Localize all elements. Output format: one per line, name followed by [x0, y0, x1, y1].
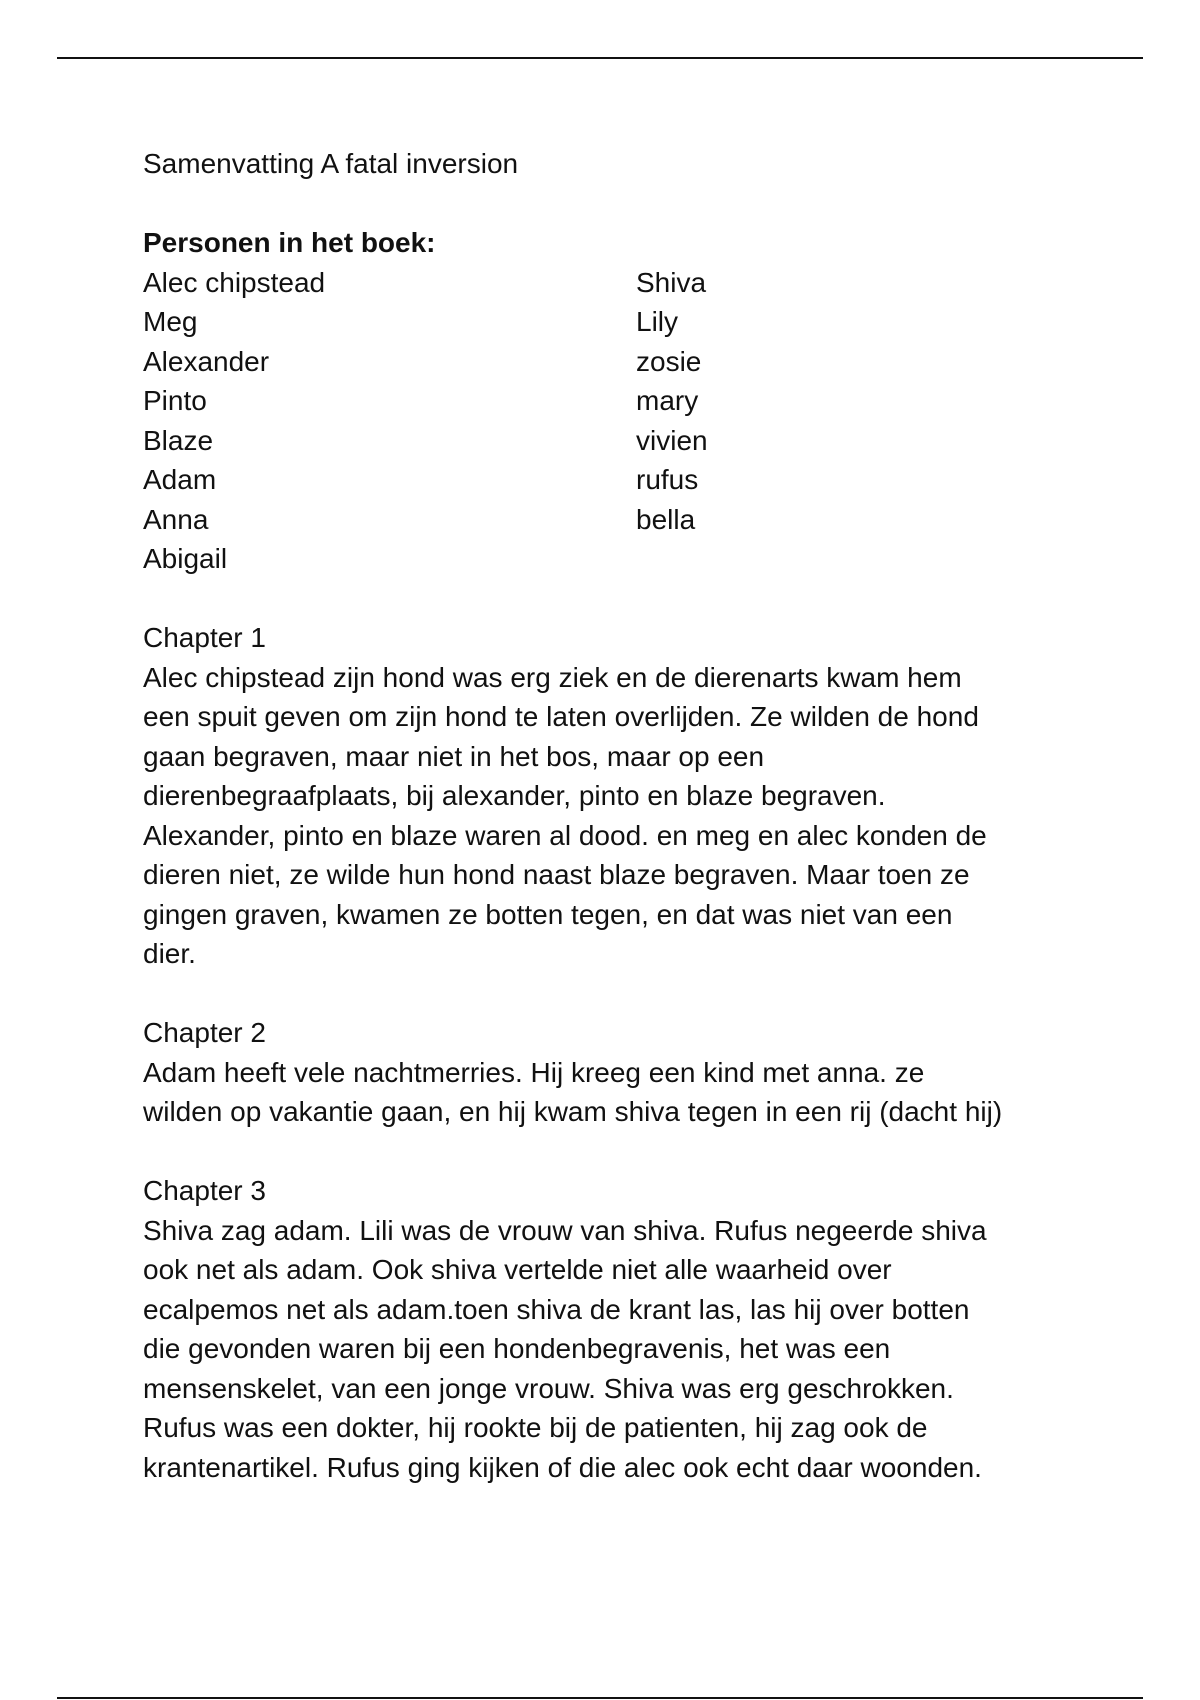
person-name: Pinto — [143, 385, 207, 416]
person-name: Blaze — [143, 424, 214, 456]
person-name: Alexander — [143, 345, 270, 377]
person-name: Alec chipstead — [143, 266, 326, 298]
text-line: dierenbegraafplaats, bij alexander, pinto en blaze begraven. — [143, 780, 886, 811]
text-line: een spuit geven om zijn hond te laten overlijden. Ze wilden de hond — [143, 701, 979, 732]
header-rule — [57, 57, 1143, 59]
person-name: rufus — [636, 464, 699, 495]
text-line: die gevonden waren bij een hondenbegravenis, het was een — [143, 1333, 891, 1364]
chapter-3 — [143, 1171, 1093, 1487]
spacer — [143, 579, 1093, 619]
text-line: Shiva zag adam. Lili was de vrouw van shiva. Rufus negeerde shiva — [143, 1214, 987, 1246]
text-line: Alec chipstead zijn hond was erg ziek en de dierenarts kwam hem — [143, 661, 962, 693]
chapter-title: Chapter 1 — [143, 622, 266, 653]
footer-rule — [57, 1697, 1143, 1699]
persons-list — [143, 263, 1093, 579]
person-name: mary — [636, 385, 699, 416]
text-line: dier. — [143, 938, 196, 969]
document-title: Samenvatting A fatal inversion — [143, 148, 519, 179]
person-name: Meg — [143, 306, 198, 337]
chapter-text — [143, 658, 1078, 974]
text-line: gaan begraven, maar niet in het bos, maar op een — [143, 740, 765, 772]
text-line: wilden op vakantie gaan, en hij kwam shiva tegen in een rij (dacht hij) — [143, 1096, 1003, 1127]
person-name: Abigail — [143, 543, 228, 574]
text-line: gingen graven, kwamen ze botten tegen, en dat was niet van een — [143, 898, 953, 930]
text-line: ecalpemos net als adam.toen shiva de krant las, las hij over botten — [143, 1293, 970, 1325]
person-name: Anna — [143, 503, 209, 535]
document-body — [143, 144, 1093, 1487]
person-name: Adam — [143, 464, 217, 495]
person-name: Lily — [636, 306, 679, 337]
person-name: zosie — [636, 345, 702, 377]
person-name: vivien — [636, 424, 708, 456]
chapter-1 — [143, 618, 1093, 974]
spacer — [143, 974, 1093, 1014]
spacer — [143, 184, 1093, 224]
text-line: krantenartikel. Rufus ging kijken of die alec ook echt daar woonden. — [143, 1451, 982, 1483]
text-line: Alexander, pinto en blaze waren al dood. en meg en alec konden de — [143, 819, 987, 851]
persons-column-left — [143, 263, 636, 579]
persons-heading: Personen in het boek: — [143, 227, 436, 258]
spacer — [143, 1132, 1093, 1172]
text-line: Adam heeft vele nachtmerries. Hij kreeg een kind met anna. ze — [143, 1056, 925, 1088]
text-line: ook net als adam. Ook shiva vertelde niet alle waarheid over — [143, 1254, 892, 1285]
chapter-text — [143, 1211, 1078, 1488]
person-name: Shiva — [636, 266, 707, 298]
text-line: dieren niet, ze wilde hun hond naast blaze begraven. Maar toen ze — [143, 859, 970, 890]
chapter-title: Chapter 2 — [143, 1017, 266, 1048]
chapter-2 — [143, 1013, 1093, 1132]
text-line: mensenskelet, van een jonge vrouw. Shiva was erg geschrokken. — [143, 1372, 954, 1404]
person-name: bella — [636, 503, 696, 535]
text-line: Rufus was een dokter, hij rookte bij de patienten, hij zag ook de — [143, 1412, 928, 1443]
chapter-title: Chapter 3 — [143, 1175, 266, 1206]
chapter-text — [143, 1053, 1078, 1132]
persons-column-right — [636, 263, 936, 579]
